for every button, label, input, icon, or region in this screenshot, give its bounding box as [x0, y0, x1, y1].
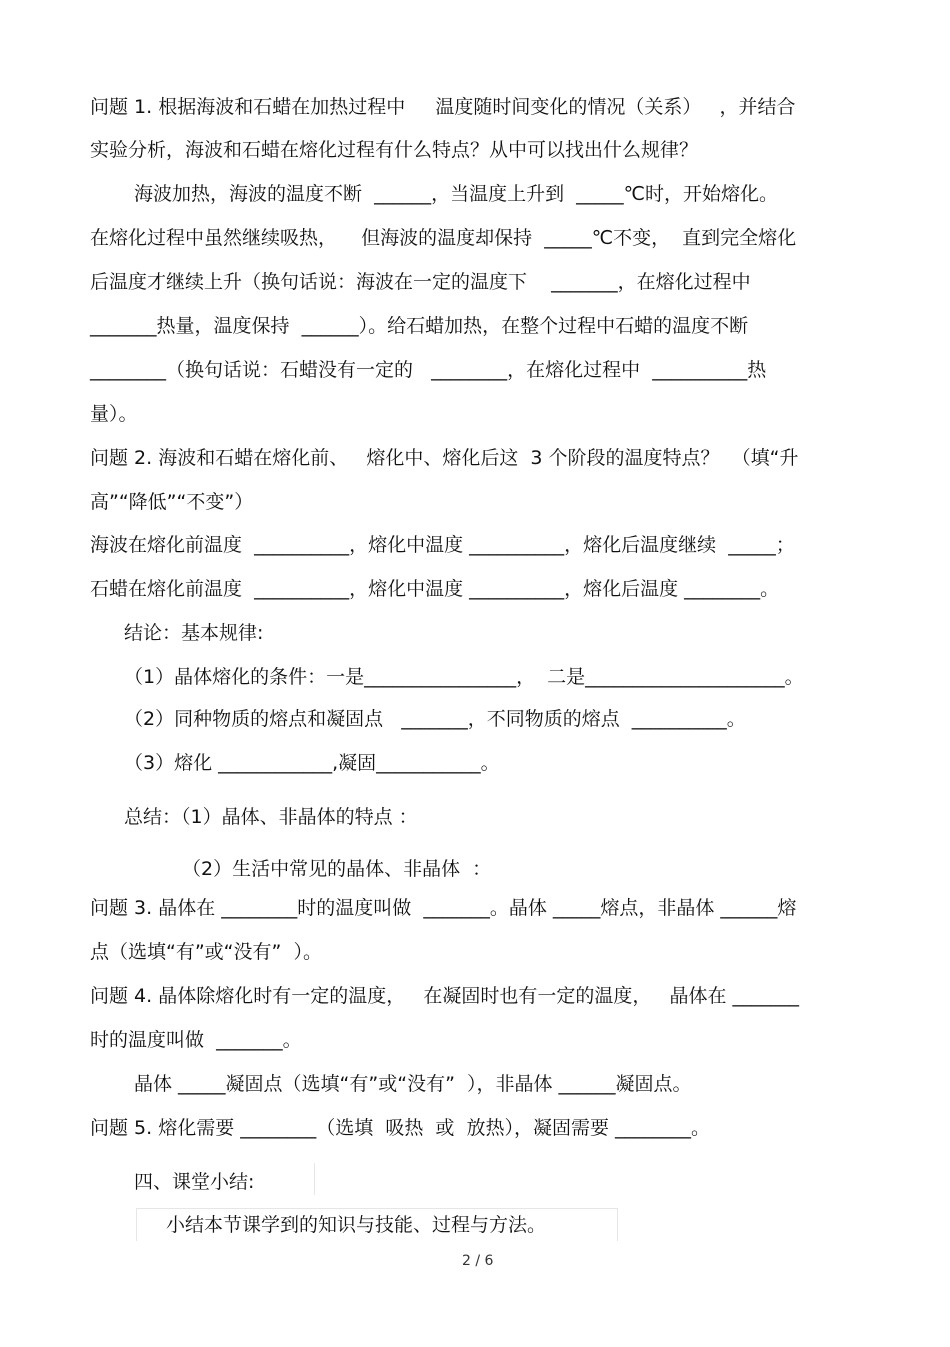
text-line: （3）熔化 ____________,凝固___________。: [124, 752, 500, 774]
text-line: （1）晶体熔化的条件：一是________________， 二是_____________________。: [124, 666, 804, 688]
text-line: 问题 3. 晶体在 ________时的温度叫做 _______。晶体 _____熔点，非晶体 ______熔: [90, 897, 797, 919]
text-line: 晶体 _____凝固点（选填“有”或“没有” ），非晶体 ______凝固点。: [134, 1073, 692, 1095]
text-line: 海波加热，海波的温度不断 ______，当温度上升到 _____℃时，开始熔化。: [134, 183, 778, 205]
summary-text: 小结本节课学到的知识与技能、过程与方法。: [166, 1214, 547, 1236]
text-line: 结论：基本规律:: [124, 622, 264, 644]
text-line: （2）生活中常见的晶体、非晶体 ：: [182, 858, 492, 880]
text-line: 点（选填“有”或“没有” ）。: [90, 941, 322, 963]
text-line: 问题 2. 海波和石蜡在熔化前、 熔化中、熔化后这 3 个阶段的温度特点？ （填“升: [90, 447, 799, 469]
section-heading: 四、课堂小结:: [134, 1171, 255, 1193]
text-line: ________（换句话说：石蜡没有一定的 ________，在熔化过程中 __________热: [90, 359, 767, 381]
text-line: 量）。: [90, 403, 138, 425]
text-line: 时的温度叫做 _______。: [90, 1029, 302, 1051]
text-line: 实验分析，海波和石蜡在熔化过程有什么特点？从中可以找出什么规律？: [90, 139, 699, 161]
page-number: 2 / 6: [462, 1253, 494, 1269]
text-line: 高”“降低”“不变”）: [90, 491, 254, 513]
text-line: （2）同种物质的熔点和凝固点 _______，不同物质的熔点 __________。: [124, 708, 746, 730]
text-line: 问题 5. 熔化需要 ________（选填 吸热 或 放热），凝固需要 ________。: [90, 1117, 711, 1139]
text-line: 总结：（1）晶体、非晶体的特点 ：: [124, 806, 418, 828]
text-line: 石蜡在熔化前温度 __________，熔化中温度 __________，熔化后温度 ________。: [90, 578, 780, 600]
text-line: 问题 4. 晶体除熔化时有一定的温度， 在凝固时也有一定的温度， 晶体在 _______: [90, 985, 799, 1007]
text-line: 在熔化过程中虽然继续吸热， 但海波的温度却保持 _____℃不变， 直到完全熔化: [90, 227, 797, 249]
text-line: 问题 1. 根据海波和石蜡在加热过程中 温度随时间变化的情况（关系） ，并结合: [90, 96, 796, 118]
text-line: 海波在熔化前温度 __________，熔化中温度 __________，熔化后温度继续 _____；: [90, 534, 795, 556]
text-line: _______热量，温度保持 ______）。给石蜡加热，在整个过程中石蜡的温度不断: [90, 315, 749, 337]
text-line: 后温度才继续上升（换句话说：海波在一定的温度下 _______，在熔化过程中: [90, 271, 751, 293]
